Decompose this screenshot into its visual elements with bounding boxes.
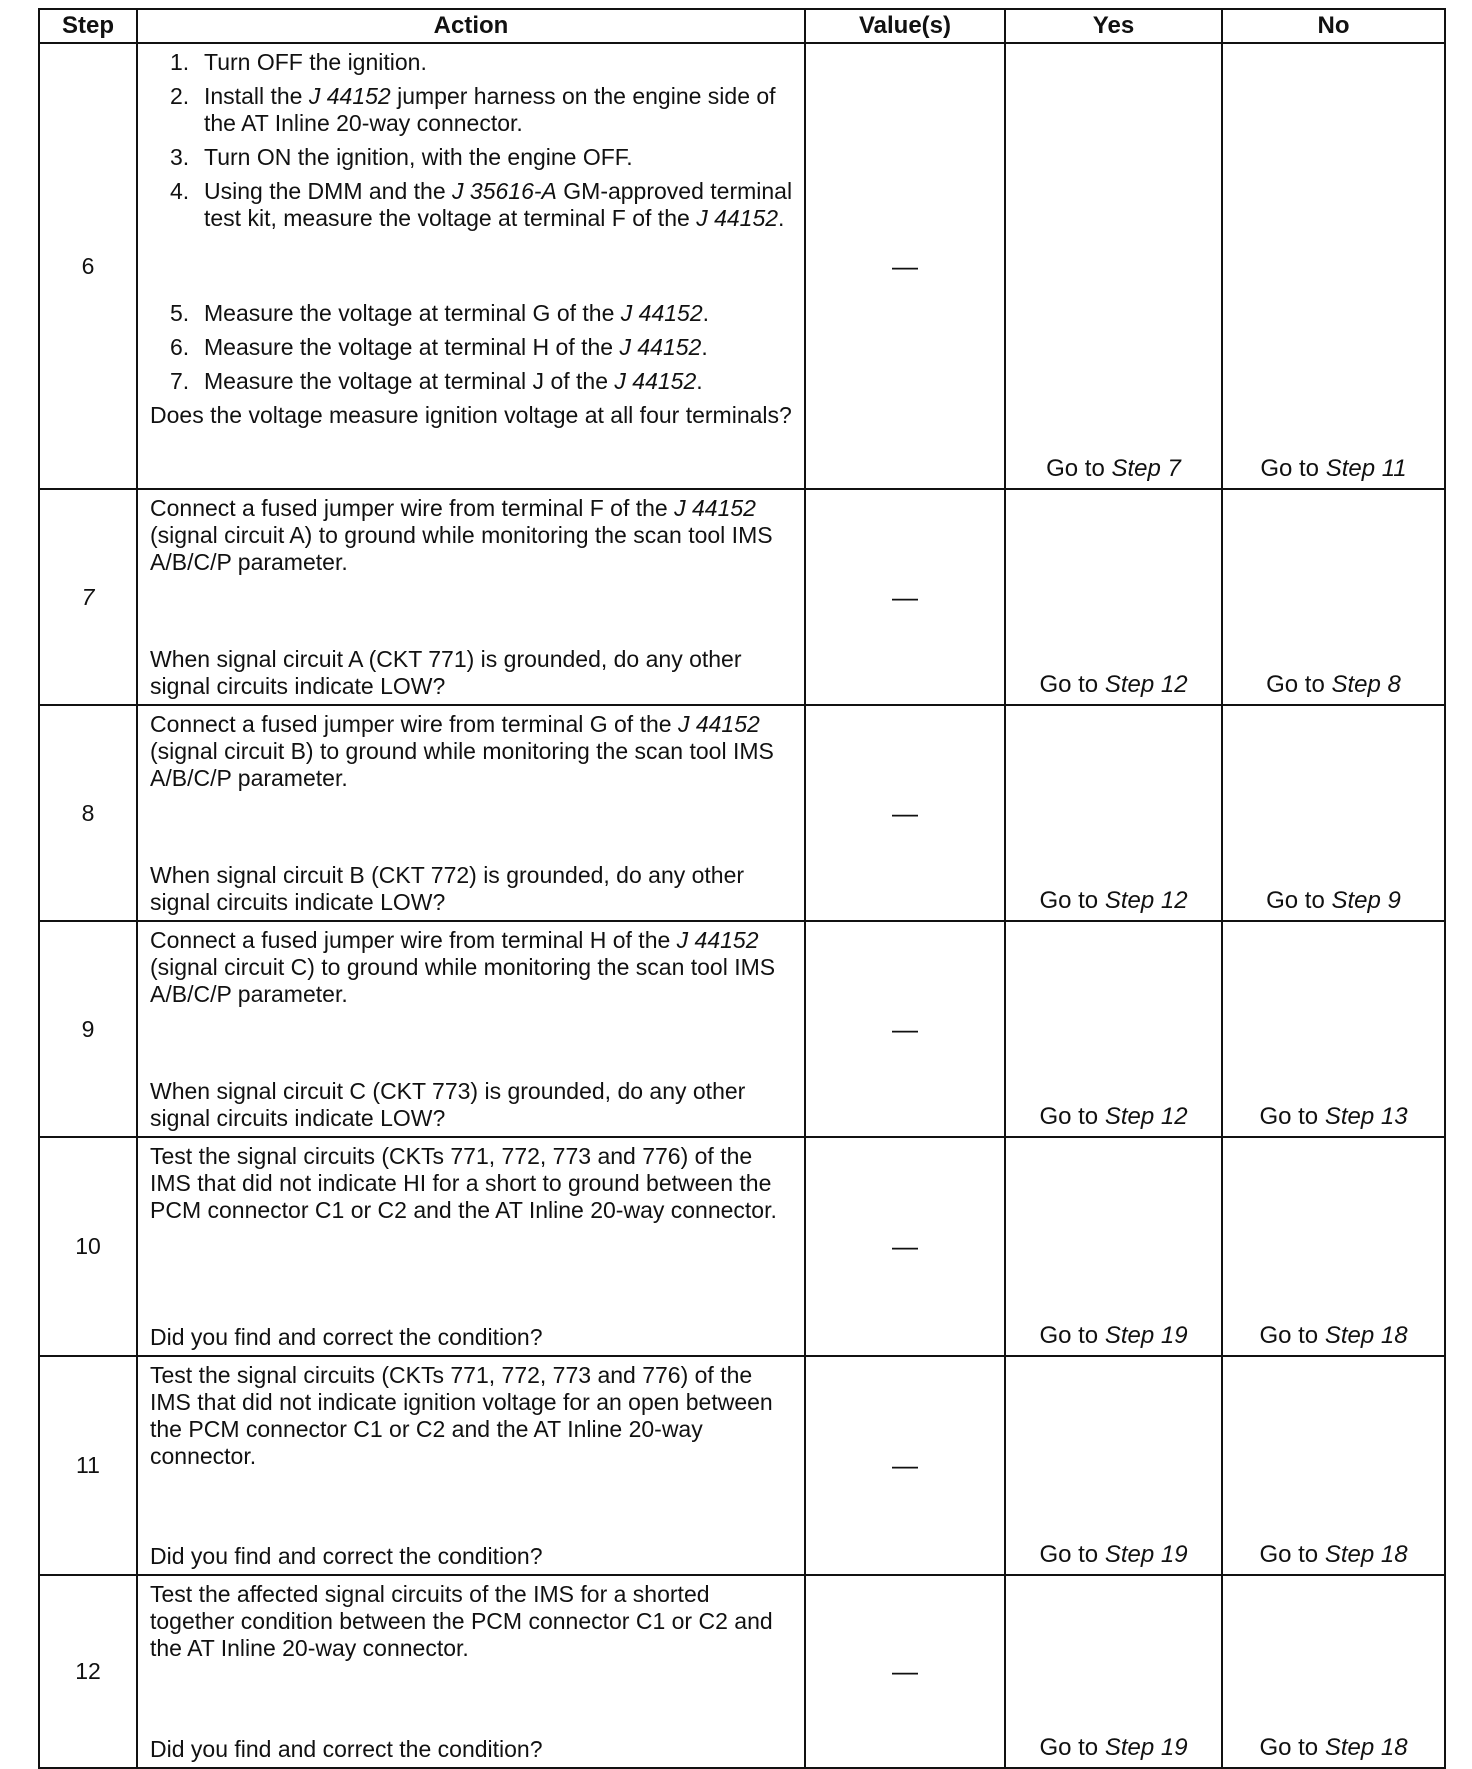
question-text: Did you find and correct the condition? <box>150 1324 543 1350</box>
value-cell: — <box>805 921 1005 1137</box>
list-item: 5. Measure the voltage at terminal G of the J 44152. <box>170 300 710 326</box>
diagnostic-table-container <box>38 8 1444 1769</box>
table-row-step-9 <box>39 921 1445 1137</box>
question-text: Did you find and correct the condition? <box>150 1543 543 1569</box>
action-cell <box>137 1356 805 1575</box>
table-row-step-8 <box>39 705 1445 921</box>
table-row-step-12 <box>39 1575 1445 1768</box>
action-text: Connect a fused jumper wire from terminal F of the J 44152 (signal circuit A) to ground while monitoring the scan tool IMS A/B/C/P parameter. <box>150 495 773 575</box>
header-no: No <box>1222 9 1445 43</box>
list-item: 1. Turn OFF the ignition. <box>170 49 427 75</box>
yes-step-link[interactable]: Step 12 <box>1104 887 1188 914</box>
yes-cell: Go to Step 7 <box>1005 43 1222 489</box>
no-step-link[interactable]: Step 9 <box>1331 887 1401 914</box>
no-step-link[interactable]: Step 18 <box>1324 1322 1408 1349</box>
table-row-step-7 <box>39 489 1445 705</box>
header-row <box>39 9 1445 43</box>
step-number: 11 <box>39 1356 137 1575</box>
yes-cell: Go to Step 12 <box>1005 489 1222 705</box>
action-cell <box>137 921 805 1137</box>
header-values: Value(s) <box>805 9 1005 43</box>
no-cell: Go to Step 8 <box>1222 489 1445 705</box>
header-action: Action <box>137 9 805 43</box>
yes-cell: Go to Step 19 <box>1005 1575 1222 1768</box>
value-cell: — <box>805 43 1005 489</box>
action-cell <box>137 1137 805 1356</box>
diagnostic-table <box>38 8 1446 1769</box>
value-cell: — <box>805 1137 1005 1356</box>
value-cell: — <box>805 705 1005 921</box>
action-cell <box>137 43 805 489</box>
yes-step-link[interactable]: Step 19 <box>1104 1541 1188 1568</box>
question-text: Does the voltage measure ignition voltage at all four terminals? <box>150 402 792 428</box>
value-cell: — <box>805 1356 1005 1575</box>
step-number: 8 <box>39 705 137 921</box>
yes-cell: Go to Step 19 <box>1005 1356 1222 1575</box>
list-item: 4. Using the DMM and the J 35616-A GM-approved terminal test kit, measure the voltage at terminal F of the J 44152. <box>170 178 793 231</box>
header-step: Step <box>39 9 137 43</box>
action-text: Test the signal circuits (CKTs 771, 772, 773 and 776) of the IMS that did not indicate ignition voltage for an open between the PCM connector C1 or C2 and the AT Inline 20-way connector. <box>150 1362 773 1469</box>
yes-step-link[interactable]: Step 7 <box>1111 455 1181 482</box>
yes-step-link[interactable]: Step 19 <box>1104 1734 1188 1761</box>
yes-step-link[interactable]: Step 19 <box>1104 1322 1188 1349</box>
spacer <box>170 239 796 293</box>
action-cell <box>137 489 805 705</box>
no-step-link[interactable]: Step 18 <box>1324 1541 1408 1568</box>
question-text: When signal circuit B (CKT 772) is grounded, do any other signal circuits indicate LOW? <box>150 862 745 915</box>
yes-cell: Go to Step 12 <box>1005 921 1222 1137</box>
yes-cell: Go to Step 12 <box>1005 705 1222 921</box>
step-number: 6 <box>39 43 137 489</box>
table-row-step-6 <box>39 43 1445 489</box>
no-step-link[interactable]: Step 11 <box>1325 455 1407 482</box>
no-step-link[interactable]: Step 18 <box>1324 1734 1408 1761</box>
action-text: Test the signal circuits (CKTs 771, 772, 773 and 776) of the IMS that did not indicate HI for a short to ground between the PCM connector C1 or C2 and the AT Inline 20-way connector. <box>150 1143 777 1223</box>
no-cell: Go to Step 18 <box>1222 1137 1445 1356</box>
yes-step-link[interactable]: Step 12 <box>1104 1103 1188 1130</box>
table-row-step-10 <box>39 1137 1445 1356</box>
yes-step-link[interactable]: Step 12 <box>1104 671 1188 698</box>
action-text: Test the affected signal circuits of the IMS for a shorted together condition between the PCM connector C1 or C2 and the AT Inline 20-way connector. <box>150 1581 773 1661</box>
step-number: 12 <box>39 1575 137 1768</box>
no-step-link[interactable]: Step 8 <box>1331 671 1401 698</box>
yes-cell: Go to Step 19 <box>1005 1137 1222 1356</box>
no-cell: Go to Step 13 <box>1222 921 1445 1137</box>
no-cell: Go to Step 18 <box>1222 1356 1445 1575</box>
question-text: Did you find and correct the condition? <box>150 1736 543 1762</box>
header-yes: Yes <box>1005 9 1222 43</box>
list-item: 7. Measure the voltage at terminal J of the J 44152. <box>170 368 703 394</box>
question-text: When signal circuit A (CKT 771) is grounded, do any other signal circuits indicate LOW? <box>150 646 742 699</box>
no-step-link[interactable]: Step 13 <box>1324 1103 1408 1130</box>
list-item: 3. Turn ON the ignition, with the engine OFF. <box>170 144 633 170</box>
action-text: Connect a fused jumper wire from terminal G of the J 44152 (signal circuit B) to ground while monitoring the scan tool IMS A/B/C/P parameter. <box>150 711 774 791</box>
no-cell: Go to Step 18 <box>1222 1575 1445 1768</box>
list-item: 6. Measure the voltage at terminal H of the J 44152. <box>170 334 708 360</box>
value-cell: — <box>805 489 1005 705</box>
question-text: When signal circuit C (CKT 773) is grounded, do any other signal circuits indicate LOW? <box>150 1078 746 1131</box>
action-cell <box>137 1575 805 1768</box>
list-item: 2. Install the J 44152 jumper harness on the engine side of the AT Inline 20-way connector. <box>170 83 776 136</box>
no-cell: Go to Step 11 <box>1222 43 1445 489</box>
action-text: Connect a fused jumper wire from terminal H of the J 44152 (signal circuit C) to ground while monitoring the scan tool IMS A/B/C/P parameter. <box>150 927 776 1007</box>
step-number: 10 <box>39 1137 137 1356</box>
value-cell: — <box>805 1575 1005 1768</box>
procedure-list <box>150 49 796 395</box>
table-row-step-11 <box>39 1356 1445 1575</box>
no-cell: Go to Step 9 <box>1222 705 1445 921</box>
step-number: 9 <box>39 921 137 1137</box>
step-number: 7 <box>39 489 137 705</box>
action-cell <box>137 705 805 921</box>
